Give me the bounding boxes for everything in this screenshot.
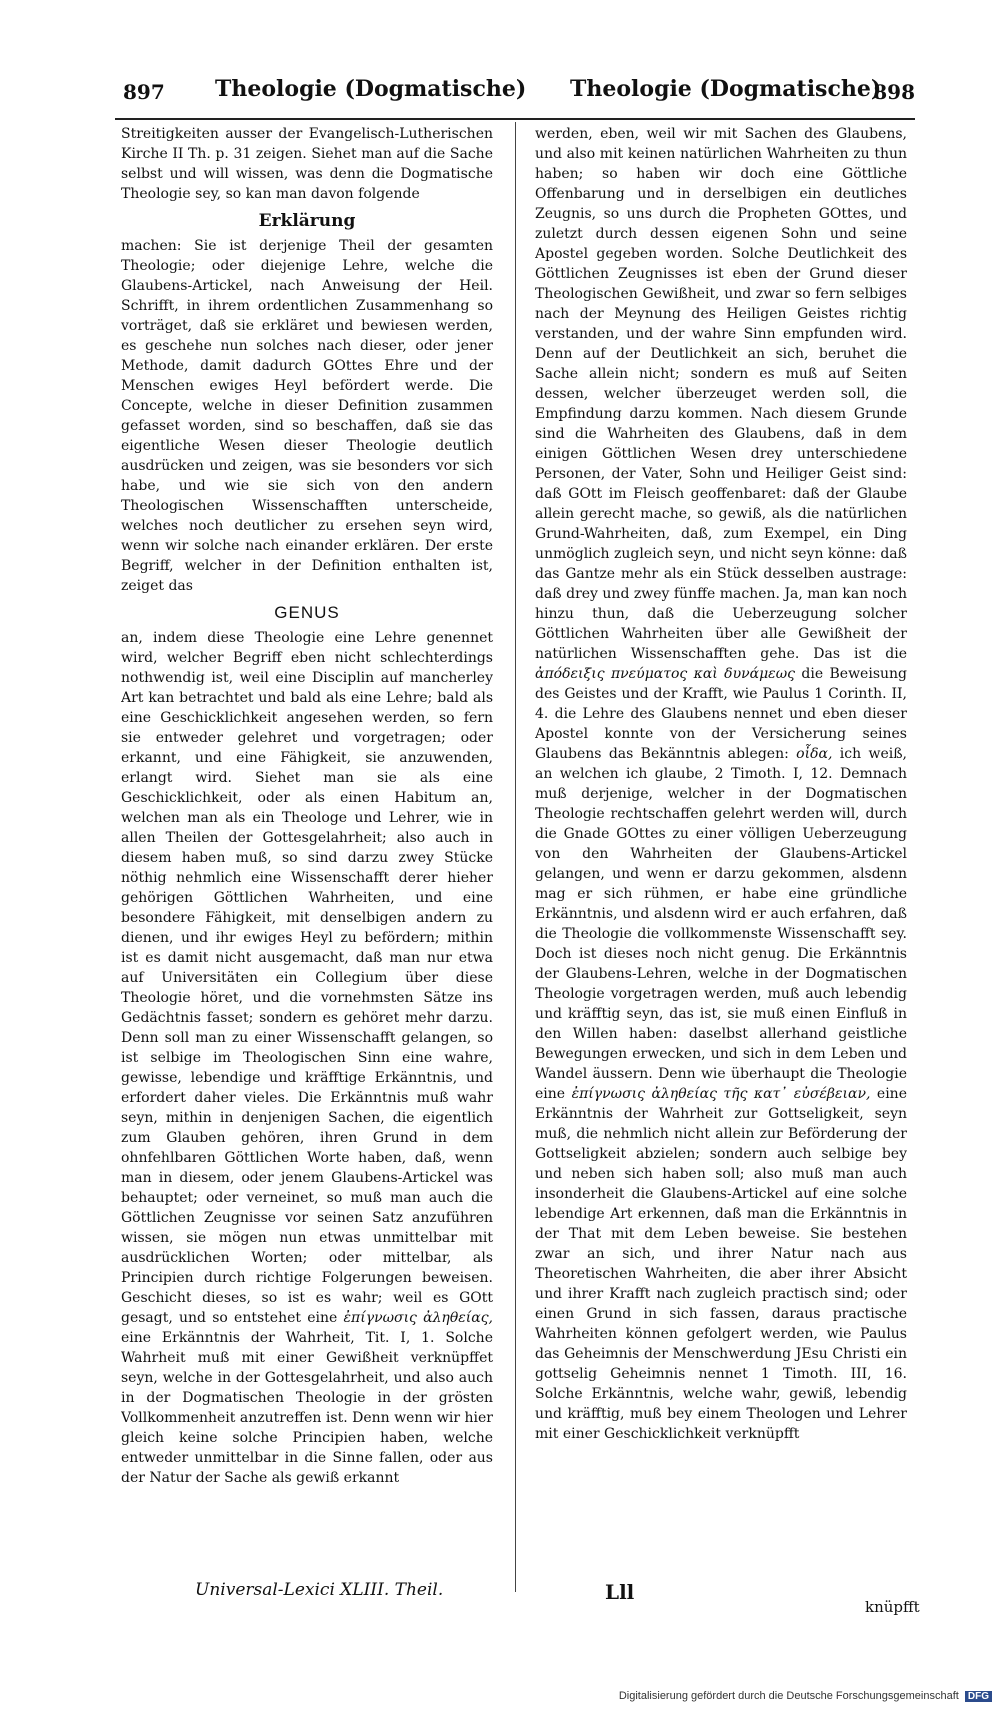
page-number-right: 898 bbox=[873, 80, 915, 104]
text-run: eine Erkänntnis der Wahrheit, Tit. I, 1. Solche Wahrheit muß mit einer Gewißheit verknüpffet seyn, welche in der Gottesgelahrheit, und also auch in der Dogmatischen Theologie in der grösten Vollkommenheit anzutreffen ist. Denn wenn wir hier gleich keine solche Principien haben, welche entweder unmittelbar in die Sinne fallen, oder aus der Natur der Sache als gewiß erkannt bbox=[121, 1330, 493, 1486]
paragraph: machen: Sie ist derjenige Theil der gesamten Theologie; oder diejenige Lehre, welche die Glaubens-Artickel, nach Anweisung der Heil. Schrifft, in ihrem ordentlichen Zusammenhang so vorträget, daß sie erkläret und bewiesen werden, es geschehe nun solches nach dieser, oder jener Methode, damit dadurch GOttes Ehre und der Menschen ewiges Heyl befördert werde. Die Concepte, welche in dieser Definition zusammen gefasset worden, sind so beschaffen, daß sie das eigentliche Wesen dieser Theologie deutlich ausdrücken und zeigen, was sie besonders vor sich habe, und wie sie sich von den andern Theologischen Wissenschafften unterscheide, welches noch deutlicher zu ersehen seyn wird, wenn wir solche nach einander erklären. Der erste Begriff, welcher in der Definition enthalten ist, zeiget das bbox=[121, 238, 493, 594]
right-column bbox=[535, 124, 907, 1574]
signature-mark: Lll bbox=[605, 1580, 635, 1604]
credit-text: Digitalisierung gefördert durch die Deutsche Forschungsgemeinschaft bbox=[618, 1690, 959, 1702]
greek-phrase: ἐπίγνωσις ἀληθείας, bbox=[343, 1310, 493, 1326]
paragraph bbox=[535, 124, 907, 1444]
catchword: knüpfft bbox=[865, 1598, 920, 1616]
greek-phrase: ἐπίγνωσις ἀληθείας τῆς κατ᾽ εὐσέβειαν, bbox=[571, 1086, 871, 1102]
left-column bbox=[121, 124, 493, 1574]
footer-volume-title: Universal-Lexici XLIII. Theil. bbox=[195, 1580, 444, 1600]
page-number-left: 897 bbox=[123, 80, 165, 104]
greek-phrase: ἀπόδειξις πνεύματος καὶ δυνάμεως bbox=[535, 666, 795, 682]
text-run: ich weiß, an welchen ich glaube, 2 Timoth. I, 12. Demnach muß derjenige, welcher in der Dogmatischen Theologie rechtschaffen gelehrt werden will, durch die Gnade GOttes zu einer völligen Ueberzeugung von den Wahrheiten der Glaubens-Artickel gelangen, und wenn er darzu gekommen, alsdenn mag er sich rühmen, er habe eine gründliche Erkänntnis, und alsdenn wird er auch erfahren, daß die Theologie die vollkommenste Wissenschafft sey. Doch ist dieses noch nicht genug. Die Erkänntnis der Glaubens-Lehren, welche in der Dogmatischen Theologie vorgetragen werden, muß auch lebendig und kräfftig seyn, das ist, sie muß einen Einfluß in den Willen haben: daselbst allerhand geistliche Bewegungen erwecken, und sich in dem Leben und Wandel äussern. Denn wie überhaupt die Theologie eine bbox=[535, 746, 907, 1102]
digitization-credit bbox=[619, 1690, 992, 1702]
paragraph bbox=[121, 628, 493, 1488]
paragraph: Streitigkeiten ausser der Evangelisch-Lutherischen Kirche II Th. p. 31 zeigen. Siehet man auf die Sache selbst und will wissen, was denn die Dogmatische Theologie sey, so kan man davon folgende bbox=[121, 126, 493, 202]
book-page bbox=[115, 70, 920, 1655]
running-header bbox=[115, 70, 915, 120]
text-run: werden, eben, weil wir mit Sachen des Glaubens, und also mit keinen natürlichen Wahrheiten zu thun haben; so haben wir doch eine Göttliche Offenbarung und in derselbigen ein deutliches Zeugnis, so uns durch die Propheten GOttes, und zuletzt durch dessen eigenen Sohn und seine Apostel gegeben worden. Solche Deutlichkeit des Göttlichen Zeugnisses ist eben der Grund dieser Theologischen Gewißheit, und zwar so fern selbiges nach der Meynung des Heiligen Geistes richtig verstanden, und der wahre Sinn empfunden wird. Denn auf der Deutlichkeit an sich, beruhet die Sache allein nicht; sondern es muß auf Seiten dessen, welcher überzeuget werden soll, die Empfindung darzu kommen. Nach diesem Grunde sind die Wahrheiten des Glaubens, daß in dem einigen Göttlichen Wesen drey unterschiedene Personen, der Vater, Sohn und Heiliger Geist sind: daß GOtt im Fleisch geoffenbaret: daß der Glaube allein gerecht mache, so gewiß, als die natürlichen Grund-Wahrheiten, daß, zum Exempel, ein Ding unmöglich zugleich seyn, und nicht seyn könne: daß das Gantze mehr als ein Stück desselben austrage: daß drey und zwey fünffe machen. Ja, man kan noch hinzu thun, daß die Ueberzeugung solcher Göttlichen Wahrheiten über alle Gewißheit der natürlichen Wissenschafften gehe. Das ist die bbox=[535, 126, 907, 662]
greek-phrase: οἶδα, bbox=[796, 746, 833, 762]
section-heading-erklaerung: Erklärung bbox=[258, 211, 356, 231]
section-heading-genus: GENUS bbox=[274, 603, 340, 622]
running-title-right: Theologie (Dogmatische) bbox=[570, 76, 882, 102]
column-divider bbox=[515, 122, 516, 1592]
text-run: an, indem diese Theologie eine Lehre genennet wird, welcher Begriff eben nicht schlechterdings nothwendig ist, weil eine Disciplin auf mancherley Art kan betrachtet und bald als eine Lehre; bald als eine Geschicklichkeit angesehen werden, so fern sie entweder gelehret und vorgetragen; oder erkannt, und eine Fähigkeit, sie anzuwenden, erlangt wird. Siehet man sie als eine Geschicklichkeit, oder als einen Habitum an, welchen man als ein Theologe und Lehrer, wie in allen Theilen der Gottesgelahrheit; also auch in diesem haben muß, so sind darzu zwey Stücke nöthig nehmlich eine Wissenschafft derer hieher gehörigen Göttlichen Wahrheiten, und eine besondere Fähigkeit, mit denselbigen andern zu dienen, und ihr ewiges Heyl zu befördern; mithin ist es damit nicht ausgemacht, daß man nur etwa auf Universitäten ein Collegium über diese Theologie höret, und die vornehmsten Sätze ins Gedächtnis fasset; sondern es gehöret mehr darzu. Denn soll man zu einer Wissenschafft gelangen, so ist selbige im Theologischen Sinn eine wahre, gewisse, lebendige und kräfftige Erkänntnis, und erfordert daher vieles. Die Erkänntnis muß wahr seyn, mithin in denjenigen Sachen, die eigentlich zum Glauben gehören, ihren Grund in dem ohnfehlbaren Göttlichen Worte haben, daß, wenn man in diesem, oder jenem Glaubens-Artickel was behauptet; oder verneinet, so muß man auch die Göttlichen Zeugnisse vor seinen Satz anzuführen wissen, sie mögen nun etwas unmittelbar mit ausdrücklichen Worten; oder mittelbar, als Principien durch richtige Folgerungen beweisen. Geschicht dieses, so ist es wahr; weil es GOtt gesagt, und so entstehet eine bbox=[121, 630, 493, 1326]
dfg-logo: DFG bbox=[965, 1691, 992, 1702]
text-run: die Beweisung des Geistes und der Krafft, wie Paulus 1 Corinth. II, 4. die Lehre des Glaubens nennet und eben dieser Apostel konnte von der Versicherung seines Glaubens das Bekänntnis ablegen: bbox=[535, 666, 907, 762]
running-title-left: Theologie (Dogmatische) bbox=[215, 76, 527, 102]
text-run: eine Erkänntnis der Wahrheit zur Gottseligkeit, seyn muß, die nehmlich nicht allein zur Beförderung der Gottseligkeit abzielen; sondern auch selbige bey und neben sich haben soll; also muß man auch insonderheit die Glaubens-Artickel auf eine solche lebendige Art erkennen, daß man die Erkänntnis in der That mit dem Leben beweise. Sie bestehen zwar an sich, und ihrer Natur nach aus Theoretischen Wahrheiten, die aber ihrer Absicht und ihrer Krafft nach zugleich practisch sind; oder einen Grund in sich fassen, daraus practische Wahrheiten können gefolgert werden, wie Paulus das Geheimnis der Menschwerdung JEsu Christi ein gottselig Geheimnis nennet 1 Timoth. III, 16. Solche Erkänntnis, welche wahr, gewiß, lebendig und kräfftig, muß bey einem Theologen und Lehrer mit einer Geschicklichkeit verknüpfft bbox=[535, 1086, 907, 1442]
